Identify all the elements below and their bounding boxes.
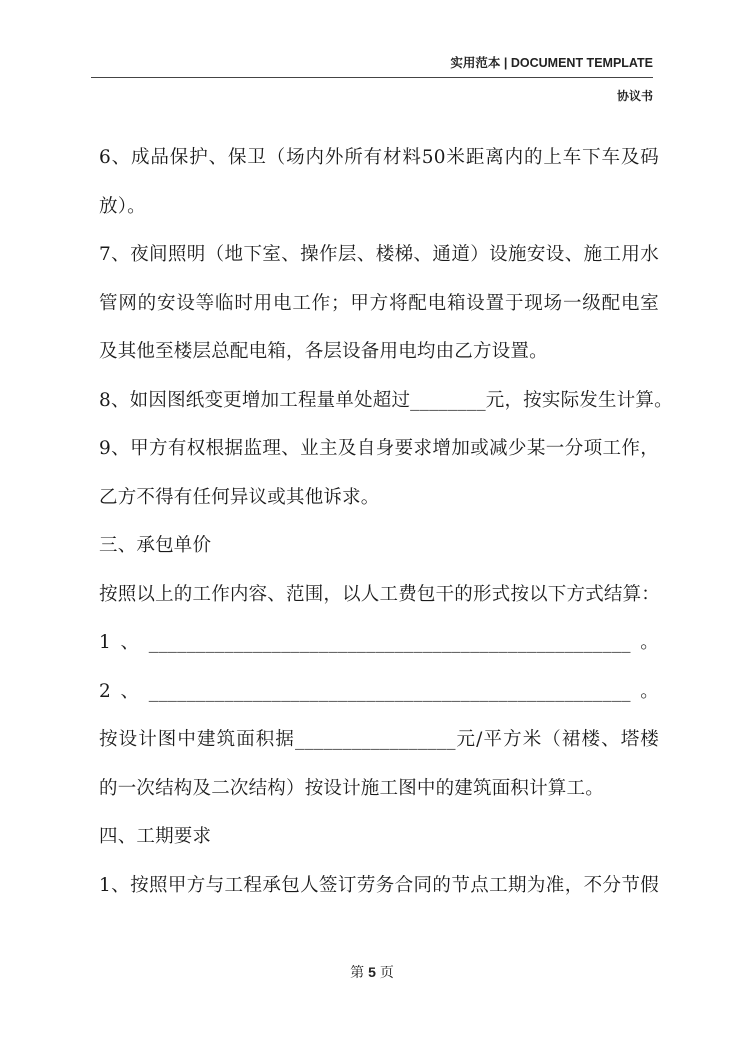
document-header-subtitle: 协议书 <box>616 89 653 103</box>
document-header-title: 实用范本 | DOCUMENT TEMPLATE <box>450 56 653 70</box>
paragraph-line: 8、如因图纸变更增加工程量单处超过________元，按实际发生计算。 <box>99 389 673 411</box>
paragraph-line: 及其他至楼层总配电箱，各层设备用电均由乙方设置。 <box>99 341 548 362</box>
paragraph-line: 管网的安设等临时用电工作；甲方将配电箱设置于现场一级配电室 <box>99 292 659 314</box>
page-label-suffix: 页 <box>379 965 394 981</box>
fill-in-line: 2、___________________________________________________。 <box>99 680 659 702</box>
paragraph-line: 的一次结构及二次结构）按设计施工图中的建筑面积计算工。 <box>99 777 604 799</box>
paragraph-line: 乙方不得有任何异议或其他诉求。 <box>99 486 380 508</box>
fill-in-line: 1、___________________________________________________。 <box>99 632 659 653</box>
section-heading: 三、承包单价 <box>99 535 212 556</box>
page-number: 5 <box>368 964 376 980</box>
paragraph-line: 7、夜间照明（地下室、操作层、楼梯、通道）设施安设、施工用水 <box>99 244 659 265</box>
paragraph-line: 按照以上的工作内容、范围，以人工费包干的形式按以下方式结算： <box>99 583 661 605</box>
paragraph-line: 放）。 <box>99 195 146 217</box>
header-divider <box>91 77 653 78</box>
document-body <box>99 140 673 916</box>
page-footer <box>0 962 744 982</box>
paragraph-line: 9、甲方有权根据监理、业主及自身要求增加或减少某一分项工作， <box>99 438 659 459</box>
paragraph-line: 6、成品保护、保卫（场内外所有材料50米距离内的上车下车及码 <box>99 147 659 168</box>
page-label-prefix: 第 <box>350 965 365 981</box>
section-heading: 四、工期要求 <box>99 826 212 847</box>
paragraph-line: 按设计图中建筑面积据_________________元/平方米（裙楼、塔楼 <box>99 729 659 750</box>
paragraph-line: 1、按照甲方与工程承包人签订劳务合同的节点工期为准，不分节假 <box>99 874 659 896</box>
